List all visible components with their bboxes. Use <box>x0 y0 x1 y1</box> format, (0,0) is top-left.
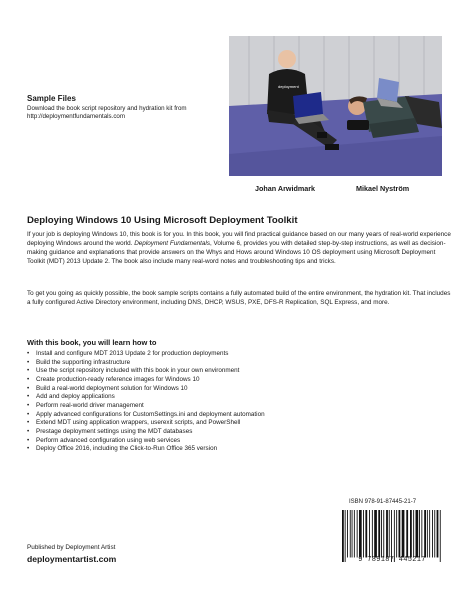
barcode-bar <box>345 510 346 562</box>
barcode-bar <box>413 510 414 557</box>
barcode-bar <box>421 510 422 557</box>
barcode-bar <box>374 510 377 557</box>
list-item: • Apply advanced configurations for CustomSettings.ini and deployment automation <box>27 411 447 420</box>
sample-files-block <box>27 94 227 121</box>
author-name: Johan Arwidmark <box>255 184 316 193</box>
list-item: • Extend MDT using application wrappers, userexit scripts, and PowerShell <box>27 419 447 428</box>
barcode-bar <box>437 510 439 557</box>
list-item: • Deploy Office 2016, including the Click-to-Run Office 365 version <box>27 445 447 454</box>
barcode-bar <box>365 510 367 557</box>
barcode-bar <box>381 510 382 557</box>
barcode-bar <box>410 510 412 557</box>
author-name: Mikael Nyström <box>356 184 410 193</box>
barcode-bar <box>402 510 405 557</box>
barcode-bar <box>429 510 430 557</box>
barcode-bar <box>406 510 408 557</box>
barcode-bar <box>434 510 435 557</box>
book-title: Deploying Windows 10 Using Microsoft Deployment Toolkit <box>27 215 298 226</box>
author-photo-illustration <box>229 36 442 176</box>
barcode-bar <box>386 510 388 557</box>
barcode-bar <box>350 510 351 557</box>
barcode-bar <box>427 510 428 557</box>
list-item: • Add and deploy applications <box>27 393 447 402</box>
barcode-bar <box>419 510 420 557</box>
author-photo <box>229 36 442 176</box>
barcode-bar <box>352 510 353 557</box>
barcode-bar <box>399 510 401 557</box>
barcode-digits: 9 789187 445217 <box>358 556 426 564</box>
barcode-bar <box>363 510 364 557</box>
description-text: , Volume 6, provides you with detailed step-by-step instructions, as well as decision-making guidance and explanations that provide answers on the Whys and Hows around Windows 10 OS deployment using Microsoft Deployment Toolkit (MDT) 2013 Update 2. The book also include many real-word notes and troubleshooting tips and tricks. <box>27 239 446 265</box>
hydration-paragraph: To get you going as quickly possible, the book sample scripts contains a fully automated build of the entire environment, the hydration kit. That includes a fully configured Active Directory environment, including DNS, DHCP, WSUS, PXE, DFS-R Replication, SQL Express, and more. <box>27 290 451 306</box>
barcode-bar <box>354 510 355 557</box>
list-item: • Prestage deployment settings using the MDT databases <box>27 428 447 437</box>
barcode-bar <box>396 510 397 557</box>
publisher-website: deploymentartist.com <box>27 554 117 564</box>
barcode-bar <box>342 510 344 562</box>
barcode-bar <box>394 510 395 562</box>
barcode-bar <box>389 510 390 557</box>
barcode-bar <box>383 510 384 557</box>
barcode-bar <box>416 510 419 557</box>
barcode-bar <box>424 510 426 557</box>
description-text: If your job is deploying Windows 10, this book is for you. In this book, you will find practical guidance based on our many years of real-world experience deploying Windows around the world. <box>27 231 451 247</box>
barcode-bar <box>372 510 373 557</box>
learn-heading: With this book, you will learn how to <box>27 338 157 347</box>
series-name: Deployment Fundamentals <box>134 239 211 247</box>
isbn-label: ISBN 978-91-87445-21-7 <box>349 499 417 505</box>
barcode-bar <box>359 510 362 557</box>
publisher-label: Published by Deployment Artist <box>27 544 116 551</box>
learn-list <box>27 350 447 454</box>
list-item: • Build a real-world deployment solution for Windows 10 <box>27 385 447 394</box>
list-item: • Install and configure MDT 2013 Update 2 for production deployments <box>27 350 447 359</box>
list-item: • Use the script repository included with this book in your own environment <box>27 367 447 376</box>
barcode-bar <box>391 510 392 562</box>
barcode-bar <box>440 510 441 562</box>
barcode-graphic <box>338 510 446 562</box>
list-item: • Create production-ready reference images for Windows 10 <box>27 376 447 385</box>
sample-files-heading: Sample Files <box>27 94 76 103</box>
description-paragraph <box>27 231 451 267</box>
list-item: • Perform advanced configuration using web services <box>27 437 447 446</box>
shirt-text: deployment <box>278 84 299 89</box>
list-item: • Perform real-world driver management <box>27 402 447 411</box>
list-item: • Build the supporting infrastructure <box>27 359 447 368</box>
barcode-bar <box>369 510 370 557</box>
barcode-bar <box>357 510 358 557</box>
barcode-bar <box>432 510 433 557</box>
sample-files-text: Download the book script repository and hydration kit from http://deploymentfundamentals.com <box>27 105 187 120</box>
barcode-bar <box>347 510 348 557</box>
barcode-bar <box>378 510 380 557</box>
